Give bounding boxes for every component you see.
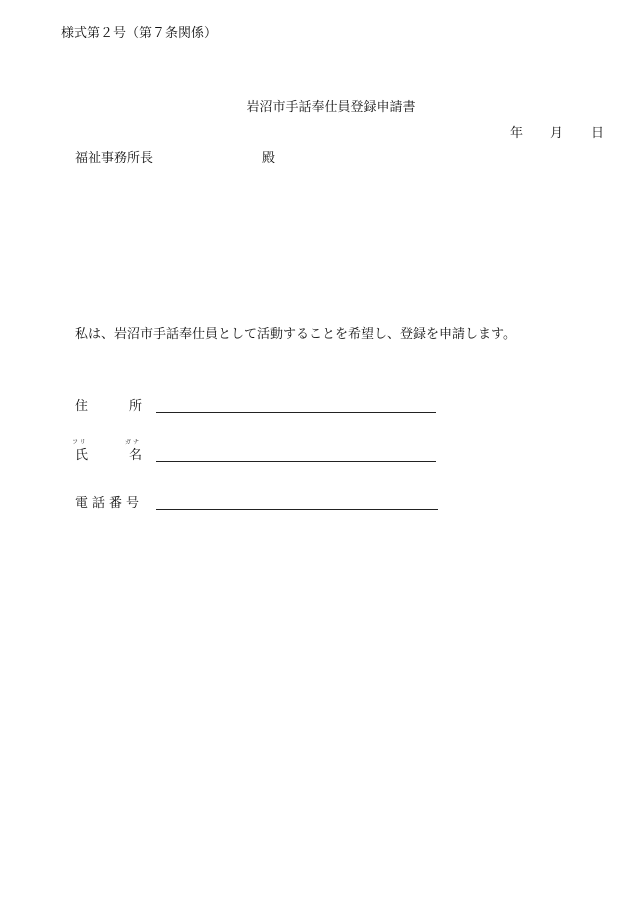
form-title: 岩沼市手話奉仕員登録申請書 <box>246 100 416 115</box>
date-day-label: 日 <box>591 126 605 141</box>
name-label-part-2: 名 <box>129 448 143 463</box>
application-statement: 私は、岩沼市手話奉仕員として活動することを希望し、登録を申請します。 <box>75 327 516 342</box>
address-label-part-2: 所 <box>129 399 143 414</box>
addressee: 福祉事務所長 <box>75 151 154 166</box>
furigana-ruby-part-1: フリ <box>72 439 88 446</box>
address-field-line[interactable] <box>156 412 436 413</box>
name-field-line[interactable] <box>156 461 436 462</box>
address-label-part-1: 住 <box>75 399 89 414</box>
honorific: 殿 <box>262 151 276 166</box>
form-number: 様式第２号（第７条関係） <box>61 26 218 41</box>
name-label-part-1: 氏 <box>75 448 89 463</box>
phone-label: 電話番号 <box>75 496 144 511</box>
furigana-ruby-part-2: ガナ <box>125 439 142 446</box>
phone-field-line[interactable] <box>156 509 438 510</box>
date-month-label: 月 <box>550 126 564 141</box>
date-year-label: 年 <box>510 126 524 141</box>
